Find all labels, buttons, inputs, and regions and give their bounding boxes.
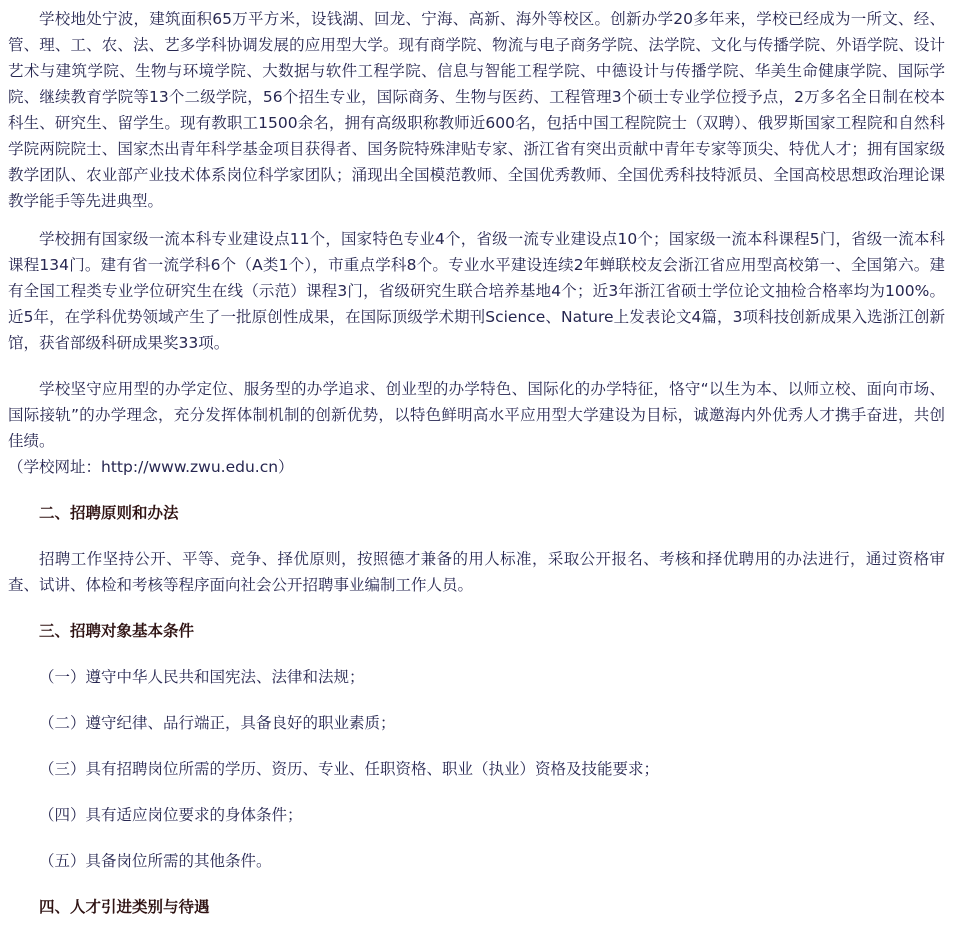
- school-achievements-paragraph: 学校拥有国家级一流本科专业建设点11个，国家特色专业4个，省级一流专业建设点10个；国家级一流本科课程5门，省级一流本科课程134门。建有省一流学科6个（A类1个），市重点学科8个。专业水平建设连续2年蝉联校友会浙江省应用型高校第一、全国第六。建有全国工程类专业学位研究生在线（示范）课程3门，省级研究生联合培养基地4个；近3年浙江省硕士学位论文抽检合格率均为100%。近5年，在学科优势领域产生了一批原创性成果，在国际顶级学术期刊Science、Nature上发表论文4篇，3项科技创新成果入选浙江创新馆，获省部级科研成果奖33项。: [8, 230, 945, 352]
- condition-item-3: （三）具有招聘岗位所需的学历、资历、专业、任职资格、职业（执业）资格及技能要求；: [39, 760, 660, 778]
- section-heading-basic-conditions: 三、招聘对象基本条件: [39, 622, 195, 640]
- condition-item-2: （二）遵守纪律、品行端正，具备良好的职业素质；: [39, 714, 396, 732]
- condition-item-1: （一）遵守中华人民共和国宪法、法律和法规；: [39, 668, 365, 686]
- section-heading-talent-categories: 四、人才引进类别与待遇: [39, 898, 210, 916]
- section-heading-recruitment-principles: 二、招聘原则和办法: [39, 504, 179, 522]
- school-website-line: （学校网址：http://www.zwu.edu.cn）: [8, 458, 294, 476]
- condition-item-5: （五）具备岗位所需的其他条件。: [39, 852, 272, 870]
- condition-item-4: （四）具有适应岗位要求的身体条件；: [39, 806, 303, 824]
- school-philosophy-paragraph: 学校坚守应用型的办学定位、服务型的办学追求、创业型的办学特色、国际化的办学特征，恪守“以生为本、以师立校、面向市场、国际接轨”的办学理念，充分发挥体制机制的创新优势，以特色鲜明高水平应用型大学建设为目标，诚邀海内外优秀人才携手奋进，共创佳绩。: [8, 380, 945, 450]
- school-intro-paragraph: 学校地处宁波，建筑面积65万平方米，设钱湖、回龙、宁海、高新、海外等校区。创新办学20多年来，学校已经成为一所文、经、管、理、工、农、法、艺多学科协调发展的应用型大学。现有商学院、物流与电子商务学院、法学院、文化与传播学院、外语学院、设计艺术与建筑学院、生物与环境学院、大数据与软件工程学院、信息与智能工程学院、中德设计与传播学院、华美生命健康学院、国际学院、继续教育学院等13个二级学院，56个招生专业，国际商务、生物与医药、工程管理3个硕士专业学位授予点，2万多名全日制在校本科生、研究生、留学生。现有教职工1500余名，拥有高级职称教师近600名，包括中国工程院院士（双聘）、俄罗斯国家工程院和自然科学院两院院士、国家杰出青年科学基金项目获得者、国务院特殊津贴专家、浙江省有突出贡献中青年专家等顶尖、特优人才；拥有国家级教学团队、农业部产业技术体系岗位科学家团队；涌现出全国模范教师、全国优秀教师、全国优秀科技特派员、全国高校思想政治理论课教学能手等先进典型。: [8, 10, 945, 210]
- recruitment-principles-paragraph: 招聘工作坚持公开、平等、竞争、择优原则，按照德才兼备的用人标准，采取公开报名、考核和择优聘用的办法进行，通过资格审查、试讲、体检和考核等程序面向社会公开招聘事业编制工作人员。: [8, 550, 945, 594]
